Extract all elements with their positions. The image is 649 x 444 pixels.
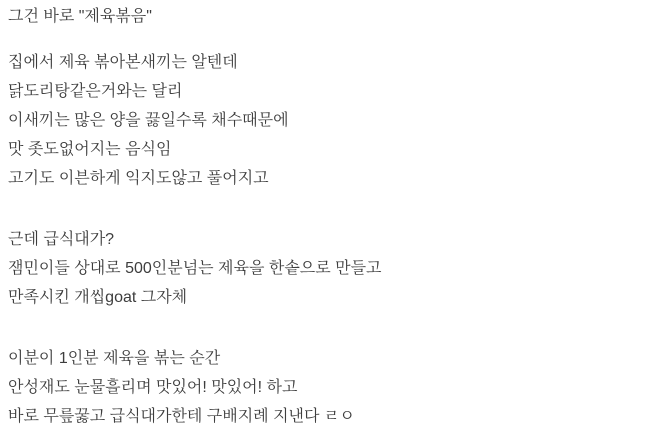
paragraph	[8, 344, 639, 431]
post-text-line: 고기도 이븐하게 익지도않고 풀어지고	[8, 170, 269, 187]
post-text-line: 잼민이들 상대로 500인분넘는 제육을 한솥으로 만들고	[8, 260, 382, 277]
post-text-line: 집에서 제육 볶아본새끼는 알텐데	[8, 54, 238, 71]
post-text-line: 맛 좃도없어지는 음식임	[8, 141, 172, 158]
post-text-line: 바로 무릎꿇고 급식대가한테 구배지례 지낸다 ㄹㅇ	[8, 408, 355, 425]
post-text-line: 근데 급식대가?	[8, 231, 115, 248]
post-text-line: 이분이 1인분 제육을 볶는 순간	[8, 350, 221, 367]
post-text-line: 닭도리탕같은거와는 달리	[8, 83, 183, 100]
post-text-line: 이새끼는 많은 양을 끓일수록 채수때문에	[8, 112, 289, 129]
post-text-line: 안성재도 눈물흘리며 맛있어! 맛있어! 하고	[8, 379, 298, 396]
paragraph	[8, 225, 639, 312]
post-text-line: 만족시킨 개씹goat 그자체	[8, 289, 188, 306]
post-title-block	[8, 2, 639, 31]
paragraph	[8, 48, 639, 193]
post-title: 그건 바로 "제육볶음"	[8, 8, 152, 25]
